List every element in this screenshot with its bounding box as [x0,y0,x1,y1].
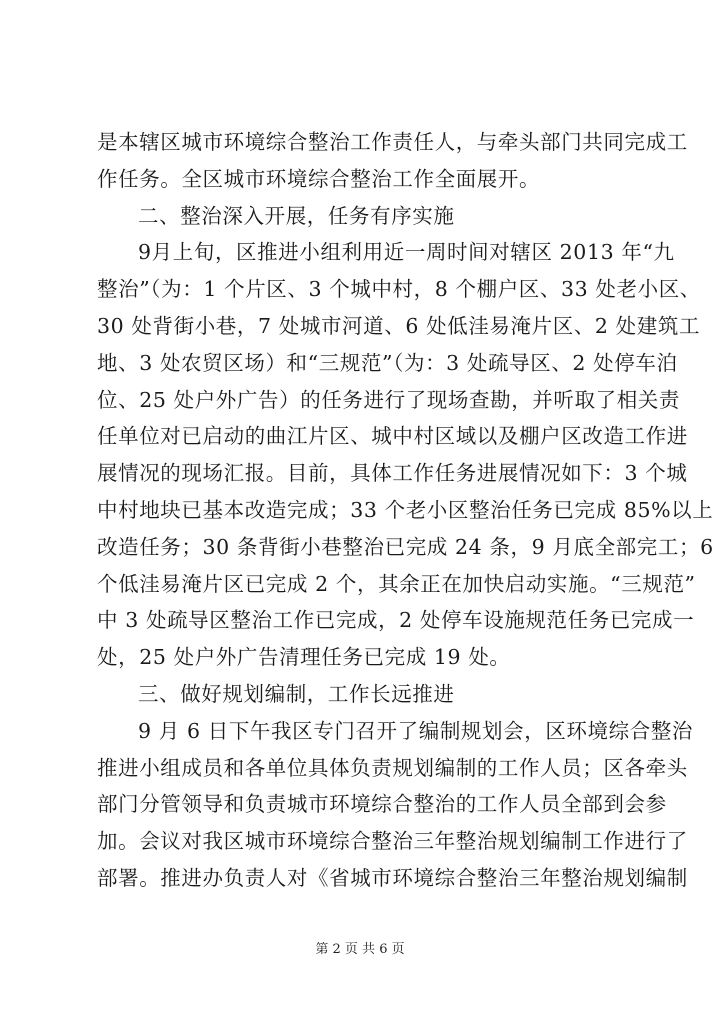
text-line: 部门分管领导和负责城市环境综合整治的工作人员全部到会参 [97,792,667,817]
text-line: 处，25 处户外广告清理任务已完成 19 处。 [97,645,511,670]
text-line: 位、25 处户外广告）的任务进行了现场查勘，并听取了相关责 [97,387,680,412]
text-line: 加。会议对我区城市环境综合整治三年整治规划编制工作进行了 [97,829,688,854]
text-line: 个低洼易淹片区已完成 2 个，其余正在加快启动实施。“三规范” [97,571,696,596]
text-line: 展情况的现场汇报。目前，具体工作任务进展情况如下：3 个城 [97,461,688,486]
text-line: 中村地块已基本改造完成；33 个老小区整治任务已完成 85%以上 [97,497,714,522]
text-line: 二、整治深入开展，任务有序实施 [138,203,455,228]
text-line: 中 3 处疏导区整治工作已完成，2 处停车设施规范任务已完成一 [97,608,695,633]
text-line: 9月上旬，区推进小组利用近一周时间对辖区 2013 年“九 [138,240,675,265]
text-line: 三、做好规划编制，工作长远推进 [138,681,455,706]
text-line: 作任务。全区城市环境综合整治工作全面展开。 [97,166,541,191]
text-line: 整治”（为：1 个片区、3 个城中村，8 个棚户区、33 处老小区、 [97,277,701,302]
text-line: 地、3 处农贸区场）和“三规范”（为：3 处疏导区、2 处停车泊 [97,350,678,375]
text-line: 是本辖区城市环境综合整治工作责任人，与牵头部门共同完成工 [97,130,688,154]
text-line: 部署。推进办负责人对《省城市环境综合整治三年整治规划编制 [97,865,688,890]
text-line: 任单位对已启动的曲江片区、城中村区域以及棚户区改造工作进 [97,424,688,449]
document-body [97,124,714,897]
text-line: 9 月 6 日下午我区专门召开了编制规划会，区环境综合整治 [138,718,694,743]
text-line: 推进小组成员和各单位具体负责规划编制的工作人员；区各牵头 [97,755,688,780]
text-line: 30 处背街小巷，7 处城市河道、6 处低洼易淹片区、2 处建筑工 [97,313,701,338]
text-line: 改造任务；30 条背街小巷整治已完成 24 条，9 月底全部完工；6 [97,534,714,559]
page-footer: 第 2 页 共 6 页 [315,942,405,957]
